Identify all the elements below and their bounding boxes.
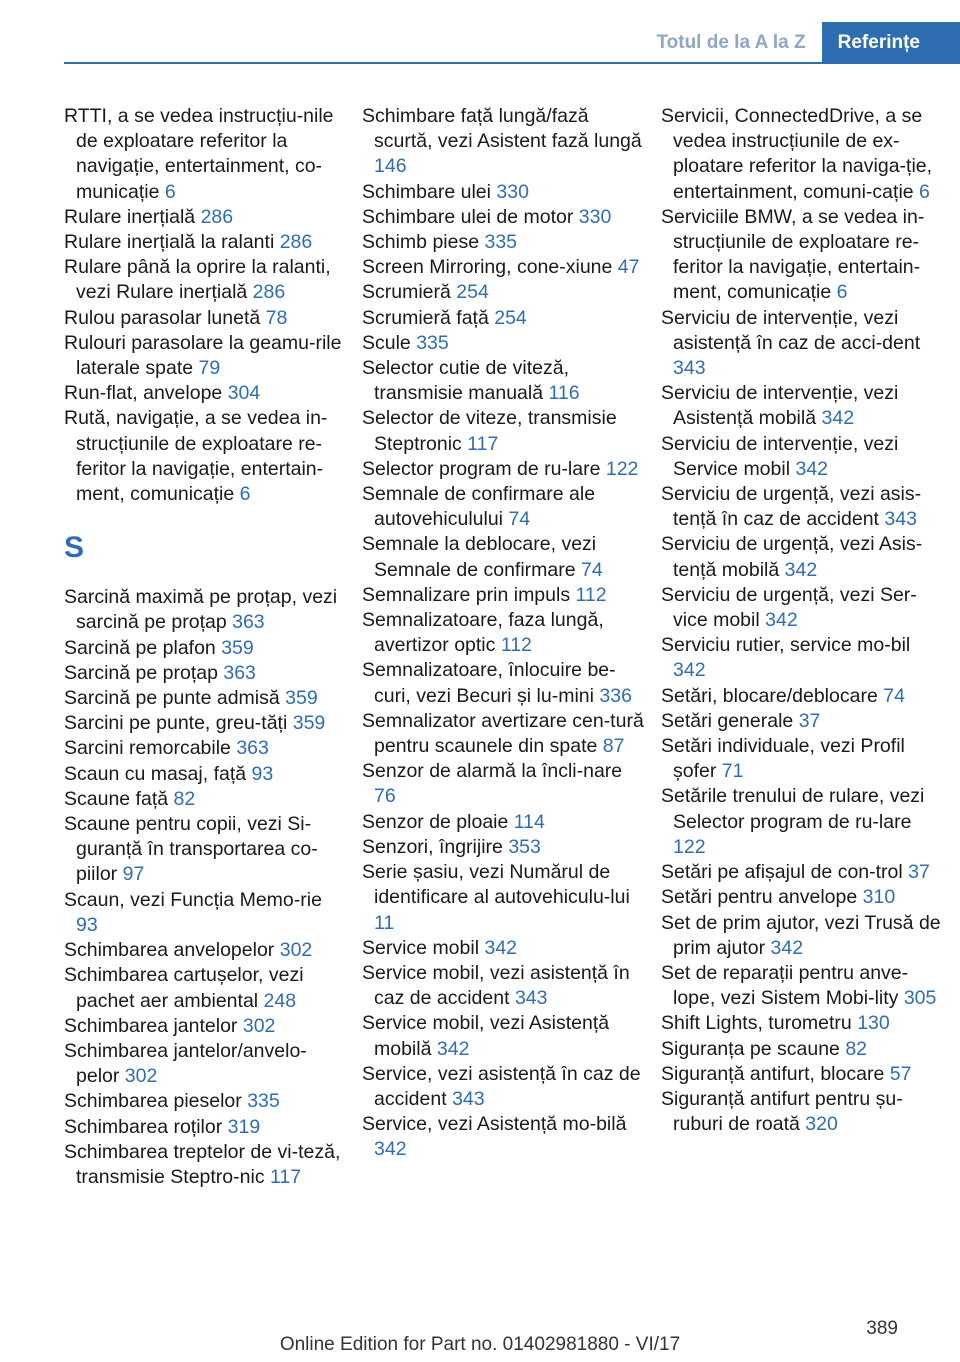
index-entry xyxy=(661,532,945,582)
index-entry-text: Setări, blocare/deblocare xyxy=(661,684,878,707)
page-reference-link[interactable]: 93 xyxy=(251,762,274,785)
index-entry xyxy=(661,684,945,709)
page-reference-link[interactable]: 82 xyxy=(845,1037,868,1060)
index-entry-text: Rulare până la oprire la ralanti, vezi Rulare inerțială xyxy=(64,256,331,304)
index-entry xyxy=(362,961,646,1011)
index-entry-text: Schimb piese xyxy=(362,231,480,254)
page-reference-link[interactable]: 330 xyxy=(578,205,612,228)
index-entry xyxy=(64,787,344,812)
index-entry-text: Setări pe afișajul de con-trol xyxy=(661,861,903,884)
index-entry-text: Schimbare ulei xyxy=(362,180,491,203)
index-entry xyxy=(661,205,945,306)
index-entry xyxy=(64,636,344,661)
page-reference-link[interactable]: 320 xyxy=(805,1113,838,1136)
index-entry-text: Rulare inerțială xyxy=(64,205,196,228)
page-reference-link[interactable]: 305 xyxy=(903,987,937,1010)
index-entry-text: Selector cutie de viteză, transmisie manuală xyxy=(362,357,570,405)
page-header xyxy=(640,22,960,64)
index-entry-text: Rulouri parasolare la geamu-rile laterale spate xyxy=(64,331,342,380)
index-entry xyxy=(362,406,646,456)
index-entry xyxy=(362,482,646,532)
index-entry-text: Set de reparații pentru anve-lope, vezi Sistem Mobi-lity xyxy=(661,961,909,1010)
index-entry-text: Scule xyxy=(362,331,411,354)
page-reference-link[interactable]: 335 xyxy=(247,1090,280,1113)
index-entry xyxy=(64,104,344,205)
index-entry xyxy=(362,608,646,658)
index-entry-text: Selector program de ru-lare xyxy=(362,457,601,480)
index-entry-text: Serviciu de urgență, vezi Asis-tență mobilă xyxy=(661,533,923,581)
page-reference-link[interactable]: 330 xyxy=(496,180,529,203)
section-title[interactable]: Totul de la A la Z xyxy=(656,32,806,53)
index-entry-text: Schimbarea cartușelor, vezi pachet aer ambiental xyxy=(64,964,304,1012)
page-reference-link[interactable]: 74 xyxy=(508,508,531,531)
index-entry xyxy=(661,482,945,532)
page-reference-link[interactable]: 254 xyxy=(494,306,527,329)
index-entry xyxy=(64,306,344,331)
page-reference-link[interactable]: 74 xyxy=(883,684,905,707)
index-entry-text: Serviciu de urgență, vezi asis-tență în caz de accident xyxy=(661,483,922,531)
page-reference-link[interactable]: 146 xyxy=(374,155,407,178)
page-reference-link[interactable]: 71 xyxy=(721,760,744,783)
page-reference-link[interactable]: 359 xyxy=(292,712,326,735)
index-entry-text: Schimbarea jantelor xyxy=(64,1014,238,1037)
index-entry-text: Scaune față xyxy=(64,787,169,810)
index-entry-text: Siguranță antifurt pentru șu-ruburi de roată xyxy=(661,1087,903,1136)
index-entry xyxy=(362,936,646,961)
index-entry-text: Rulare inerțială la ralanti xyxy=(64,231,275,254)
page-reference-link[interactable]: 353 xyxy=(508,835,541,858)
index-entry xyxy=(362,306,646,331)
page-reference-link[interactable]: 342 xyxy=(795,457,829,480)
index-entry xyxy=(64,255,344,305)
index-column-2 xyxy=(362,104,646,1163)
index-letter-heading: S xyxy=(64,531,85,565)
page-reference-link[interactable]: 117 xyxy=(467,432,499,455)
index-entry-text: Setări pentru anvelope xyxy=(661,886,858,909)
index-entry xyxy=(362,104,646,180)
page-reference-link[interactable]: 11 xyxy=(374,911,395,934)
index-entry-text: Scaune pentru copii, vezi Si-guranță în transportarea co-piilor xyxy=(64,813,318,886)
page-reference-link[interactable]: 37 xyxy=(908,861,930,884)
index-entry-text: Serie șasiu, vezi Numărul de identificare al autovehiculu-lui xyxy=(362,861,630,909)
index-entry-text: Semnalizatoare, faza lungă, avertizor optic xyxy=(362,609,604,657)
page-reference-link[interactable]: 359 xyxy=(221,636,254,659)
index-entry xyxy=(362,658,646,708)
index-entry-text: Service mobil xyxy=(362,936,480,959)
page-reference-link[interactable]: 363 xyxy=(236,737,269,760)
index-entry xyxy=(64,585,344,635)
page-reference-link[interactable]: 310 xyxy=(862,886,896,909)
page-reference-link[interactable]: 114 xyxy=(513,810,545,833)
index-entry-text: Schimbarea jantelor/anvelo-pelor xyxy=(64,1039,307,1088)
index-entry-text: RTTI, a se vedea instrucțiu-nile de exploatare referitor la navigație, entertainment, co-municație xyxy=(64,105,334,203)
index-entry-text: Serviciu de intervenție, vezi asistență în caz de acci-dent xyxy=(661,306,921,354)
page-reference-link[interactable]: 342 xyxy=(484,936,518,959)
index-entry-text: Scaun cu masaj, față xyxy=(64,762,247,785)
index-entry xyxy=(362,810,646,835)
index-entry-text: Schimbarea pieselor xyxy=(64,1090,242,1113)
index-entry-text: Service, vezi asistență în caz de accident xyxy=(362,1062,641,1110)
index-entry-text: Schimbarea roților xyxy=(64,1115,223,1138)
index-entry-text: Rulou parasolar lunetă xyxy=(64,306,261,329)
tab-referinte[interactable]: Referințe xyxy=(822,22,960,64)
index-entry-text: Serviciile BMW, a se vedea in-strucțiunile de exploatare re-feritor la navigație, entertain-ment, comunicație xyxy=(661,205,925,304)
index-entry-text: Sarcini remorcabile xyxy=(64,737,231,760)
index-entry xyxy=(64,1039,344,1089)
index-entry-text: Schimbarea treptelor de vi-teză, transmisie Steptro-nic xyxy=(64,1140,341,1188)
index-entry xyxy=(661,381,945,431)
page-reference-link[interactable]: 359 xyxy=(285,687,318,710)
page-reference-link[interactable]: 74 xyxy=(581,558,603,581)
page-reference-link[interactable]: 117 xyxy=(270,1165,302,1188)
index-entry xyxy=(362,331,646,356)
index-entry-text: Siguranță antifurt, blocare xyxy=(661,1062,885,1085)
index-entry-text: Setările trenului de rulare, vezi Selector program de ru-lare xyxy=(661,785,925,833)
page-reference-link[interactable]: 87 xyxy=(602,735,625,758)
page-reference-link[interactable]: 319 xyxy=(227,1115,261,1138)
index-entry-text: Semnalizatoare, înlocuire be-curi, vezi Becuri și lu-mini xyxy=(362,659,616,707)
index-entry-text: Senzor de ploaie xyxy=(362,810,509,833)
index-entry xyxy=(661,911,945,961)
index-entry-text: Sarcină pe punte admisă xyxy=(64,687,280,710)
index-entry-text: Screen Mirroring, cone-xiune xyxy=(362,256,613,279)
page-reference-link[interactable]: 79 xyxy=(198,357,221,380)
index-entry xyxy=(64,406,344,507)
page-reference-link[interactable]: 76 xyxy=(374,785,396,808)
page-reference-link[interactable]: 363 xyxy=(223,661,256,684)
page-reference-link[interactable]: 342 xyxy=(821,407,855,430)
index-entry xyxy=(64,686,344,711)
index-entry-text: Scaun, vezi Funcția Memo-rie xyxy=(64,888,322,911)
index-entry xyxy=(64,331,344,381)
page-reference-link[interactable]: 248 xyxy=(263,989,297,1012)
page-reference-link[interactable]: 363 xyxy=(232,611,265,634)
page-reference-link[interactable]: 57 xyxy=(889,1062,912,1085)
page-reference-link[interactable]: 342 xyxy=(374,1138,407,1161)
page-reference-link[interactable]: 342 xyxy=(673,659,706,682)
page-reference-link[interactable]: 6 xyxy=(164,180,176,203)
index-entry-text: Sarcină pe proțap xyxy=(64,661,218,684)
index-entry-text: Semnalizare prin impuls xyxy=(362,583,571,606)
index-entry-text: Sarcină maximă pe proțap, vezi sarcină pe proțap xyxy=(64,586,338,634)
index-entry-text: Selector de viteze, transmisie Steptronic xyxy=(362,407,617,455)
page-reference-link[interactable]: 78 xyxy=(265,306,288,329)
index-entry xyxy=(64,812,344,888)
index-entry-text: Semnale de confirmare ale autovehiculului xyxy=(362,483,596,531)
page-reference-link[interactable]: 6 xyxy=(919,180,930,203)
index-entry-text: Semnalizator avertizare cen-tură pentru scaunele din spate xyxy=(362,709,644,758)
index-entry xyxy=(362,1112,646,1162)
page-reference-link[interactable]: 302 xyxy=(242,1014,276,1037)
index-entry xyxy=(362,180,646,205)
index-entry-text: Serviciu de intervenție, vezi Asistență mobilă xyxy=(661,382,899,430)
index-entry xyxy=(362,860,646,936)
index-entry-text: Senzori, îngrijire xyxy=(362,835,503,858)
index-entry xyxy=(661,885,945,910)
index-entry-text: Scrumieră față xyxy=(362,306,489,329)
index-entry xyxy=(661,306,945,382)
index-entry xyxy=(661,784,945,860)
index-entry-text: Siguranța pe scaune xyxy=(661,1037,840,1060)
index-entry xyxy=(661,860,945,885)
index-entry-text: Service mobil, vezi asistență în caz de accident xyxy=(362,961,630,1010)
index-entry xyxy=(64,1089,344,1114)
index-entry xyxy=(64,963,344,1013)
index-entry xyxy=(64,230,344,255)
page-reference-link[interactable]: 342 xyxy=(784,558,818,581)
page-reference-link[interactable]: 335 xyxy=(416,331,449,354)
page-reference-link[interactable]: 286 xyxy=(200,205,234,228)
index-entry xyxy=(362,280,646,305)
index-entry-text: Scrumieră xyxy=(362,281,451,304)
page-reference-link[interactable]: 342 xyxy=(770,936,804,959)
index-entry xyxy=(362,457,646,482)
index-entry xyxy=(64,711,344,736)
page-reference-link[interactable]: 97 xyxy=(122,863,145,886)
index-entry xyxy=(64,1140,344,1190)
index-entry xyxy=(362,230,646,255)
index-entry-text: Rută, navigație, a se vedea in-strucțiunile de exploatare re-feritor la navigație, entertain-ment, comunicație xyxy=(64,407,328,506)
index-entry-text: Servicii, ConnectedDrive, a se vedea instrucțiunile de ex-ploatare referitor la naviga-ție, entertainment, comuni-cație xyxy=(661,105,933,203)
index-entry xyxy=(362,709,646,759)
index-entry xyxy=(64,1115,344,1140)
index-entry xyxy=(661,1087,945,1137)
index-column-1 xyxy=(64,104,344,1190)
index-entry-text: Serviciu rutier, service mo-bil xyxy=(661,634,911,657)
page-reference-link[interactable]: 254 xyxy=(456,281,489,304)
page-reference-link[interactable]: 6 xyxy=(836,281,848,304)
index-entry xyxy=(661,1037,945,1062)
index-entry xyxy=(362,1011,646,1061)
index-entry xyxy=(64,1014,344,1039)
index-entry xyxy=(64,888,344,938)
index-entry xyxy=(661,1011,945,1036)
page-reference-link[interactable]: 342 xyxy=(765,609,798,632)
page-reference-link[interactable]: 343 xyxy=(514,987,548,1010)
page-reference-link[interactable]: 286 xyxy=(279,231,313,254)
page-reference-link[interactable]: 116 xyxy=(548,382,580,405)
index-entry-text: Senzor de alarmă la încli-nare xyxy=(362,760,623,783)
index-entry xyxy=(362,255,646,280)
index-entry-text: Schimbare față lungă/fază scurtă, vezi Asistent fază lungă xyxy=(362,105,642,153)
page-reference-link[interactable]: 37 xyxy=(798,709,821,732)
index-entry xyxy=(661,633,945,683)
page-reference-link[interactable]: 6 xyxy=(239,483,251,506)
page-reference-link[interactable]: 122 xyxy=(673,835,706,858)
index-entry xyxy=(64,938,344,963)
page-reference-link[interactable]: 343 xyxy=(884,508,917,531)
page-reference-link[interactable]: 343 xyxy=(673,357,706,380)
index-entry xyxy=(362,205,646,230)
index-entry-text: Setări generale xyxy=(661,709,794,732)
index-entry xyxy=(362,759,646,809)
page-reference-link[interactable]: 335 xyxy=(484,231,518,254)
index-entry xyxy=(64,661,344,686)
index-entry xyxy=(362,532,646,582)
page-reference-link[interactable]: 336 xyxy=(599,684,632,707)
index-entry-text: Semnale la deblocare, vezi Semnale de confirmare xyxy=(362,533,597,581)
index-entry-text: Serviciu de intervenție, vezi Service mobil xyxy=(661,432,899,480)
index-entry xyxy=(661,734,945,784)
page-reference-link[interactable]: 343 xyxy=(452,1087,485,1110)
footer-edition: Online Edition for Part no. 01402981880 - VI/17 xyxy=(279,1334,681,1355)
index-entry xyxy=(661,961,945,1011)
index-entry xyxy=(64,205,344,230)
index-entry-text: Sarcină pe plafon xyxy=(64,636,216,659)
index-entry-text: Schimbarea anvelopelor xyxy=(64,939,275,962)
index-entry xyxy=(64,736,344,761)
index-entry-text: Set de prim ajutor, vezi Trusă de prim ajutor xyxy=(661,911,941,959)
index-entry-text: Shift Lights, turometru xyxy=(661,1012,852,1035)
page-reference-link[interactable]: 342 xyxy=(436,1037,470,1060)
page-reference-link[interactable]: 93 xyxy=(76,913,98,936)
index-entry xyxy=(362,1062,646,1112)
index-entry xyxy=(661,432,945,482)
index-column-3 xyxy=(661,104,945,1137)
index-entry-text: Schimbare ulei de motor xyxy=(362,205,574,228)
page-reference-link[interactable]: 302 xyxy=(279,939,313,962)
index-entry-text: Serviciu de urgență, vezi Ser-vice mobil xyxy=(661,583,917,632)
page-number: 389 xyxy=(866,1318,898,1339)
page-reference-link[interactable]: 302 xyxy=(124,1065,158,1088)
index-entry-text: Sarcini pe punte, greu-tăți xyxy=(64,712,288,735)
page-reference-link[interactable]: 122 xyxy=(605,457,639,480)
index-entry xyxy=(661,583,945,633)
index-entry xyxy=(64,762,344,787)
page-reference-link[interactable]: 82 xyxy=(173,787,196,810)
index-entry xyxy=(64,381,344,406)
page-reference-link[interactable]: 286 xyxy=(252,281,286,304)
index-entry-text: Setări individuale, vezi Profil șofer xyxy=(661,735,905,783)
index-entry xyxy=(362,583,646,608)
index-entry xyxy=(362,835,646,860)
page-reference-link[interactable]: 47 xyxy=(617,256,640,279)
index-entry-text: Service mobil, vezi Asistență mobilă xyxy=(362,1012,610,1060)
index-entry xyxy=(661,104,945,205)
page-reference-link[interactable]: 112 xyxy=(500,634,532,657)
index-entry xyxy=(661,1062,945,1087)
page-reference-link[interactable]: 112 xyxy=(575,583,607,606)
index-entry xyxy=(661,709,945,734)
index-entry xyxy=(362,356,646,406)
header-rule xyxy=(64,62,960,64)
index-entry-text: Service, vezi Asistență mo-bilă xyxy=(362,1113,627,1136)
page-reference-link[interactable]: 130 xyxy=(857,1012,890,1035)
index-entry-text: Run-flat, anvelope xyxy=(64,382,223,405)
page-reference-link[interactable]: 304 xyxy=(227,382,261,405)
